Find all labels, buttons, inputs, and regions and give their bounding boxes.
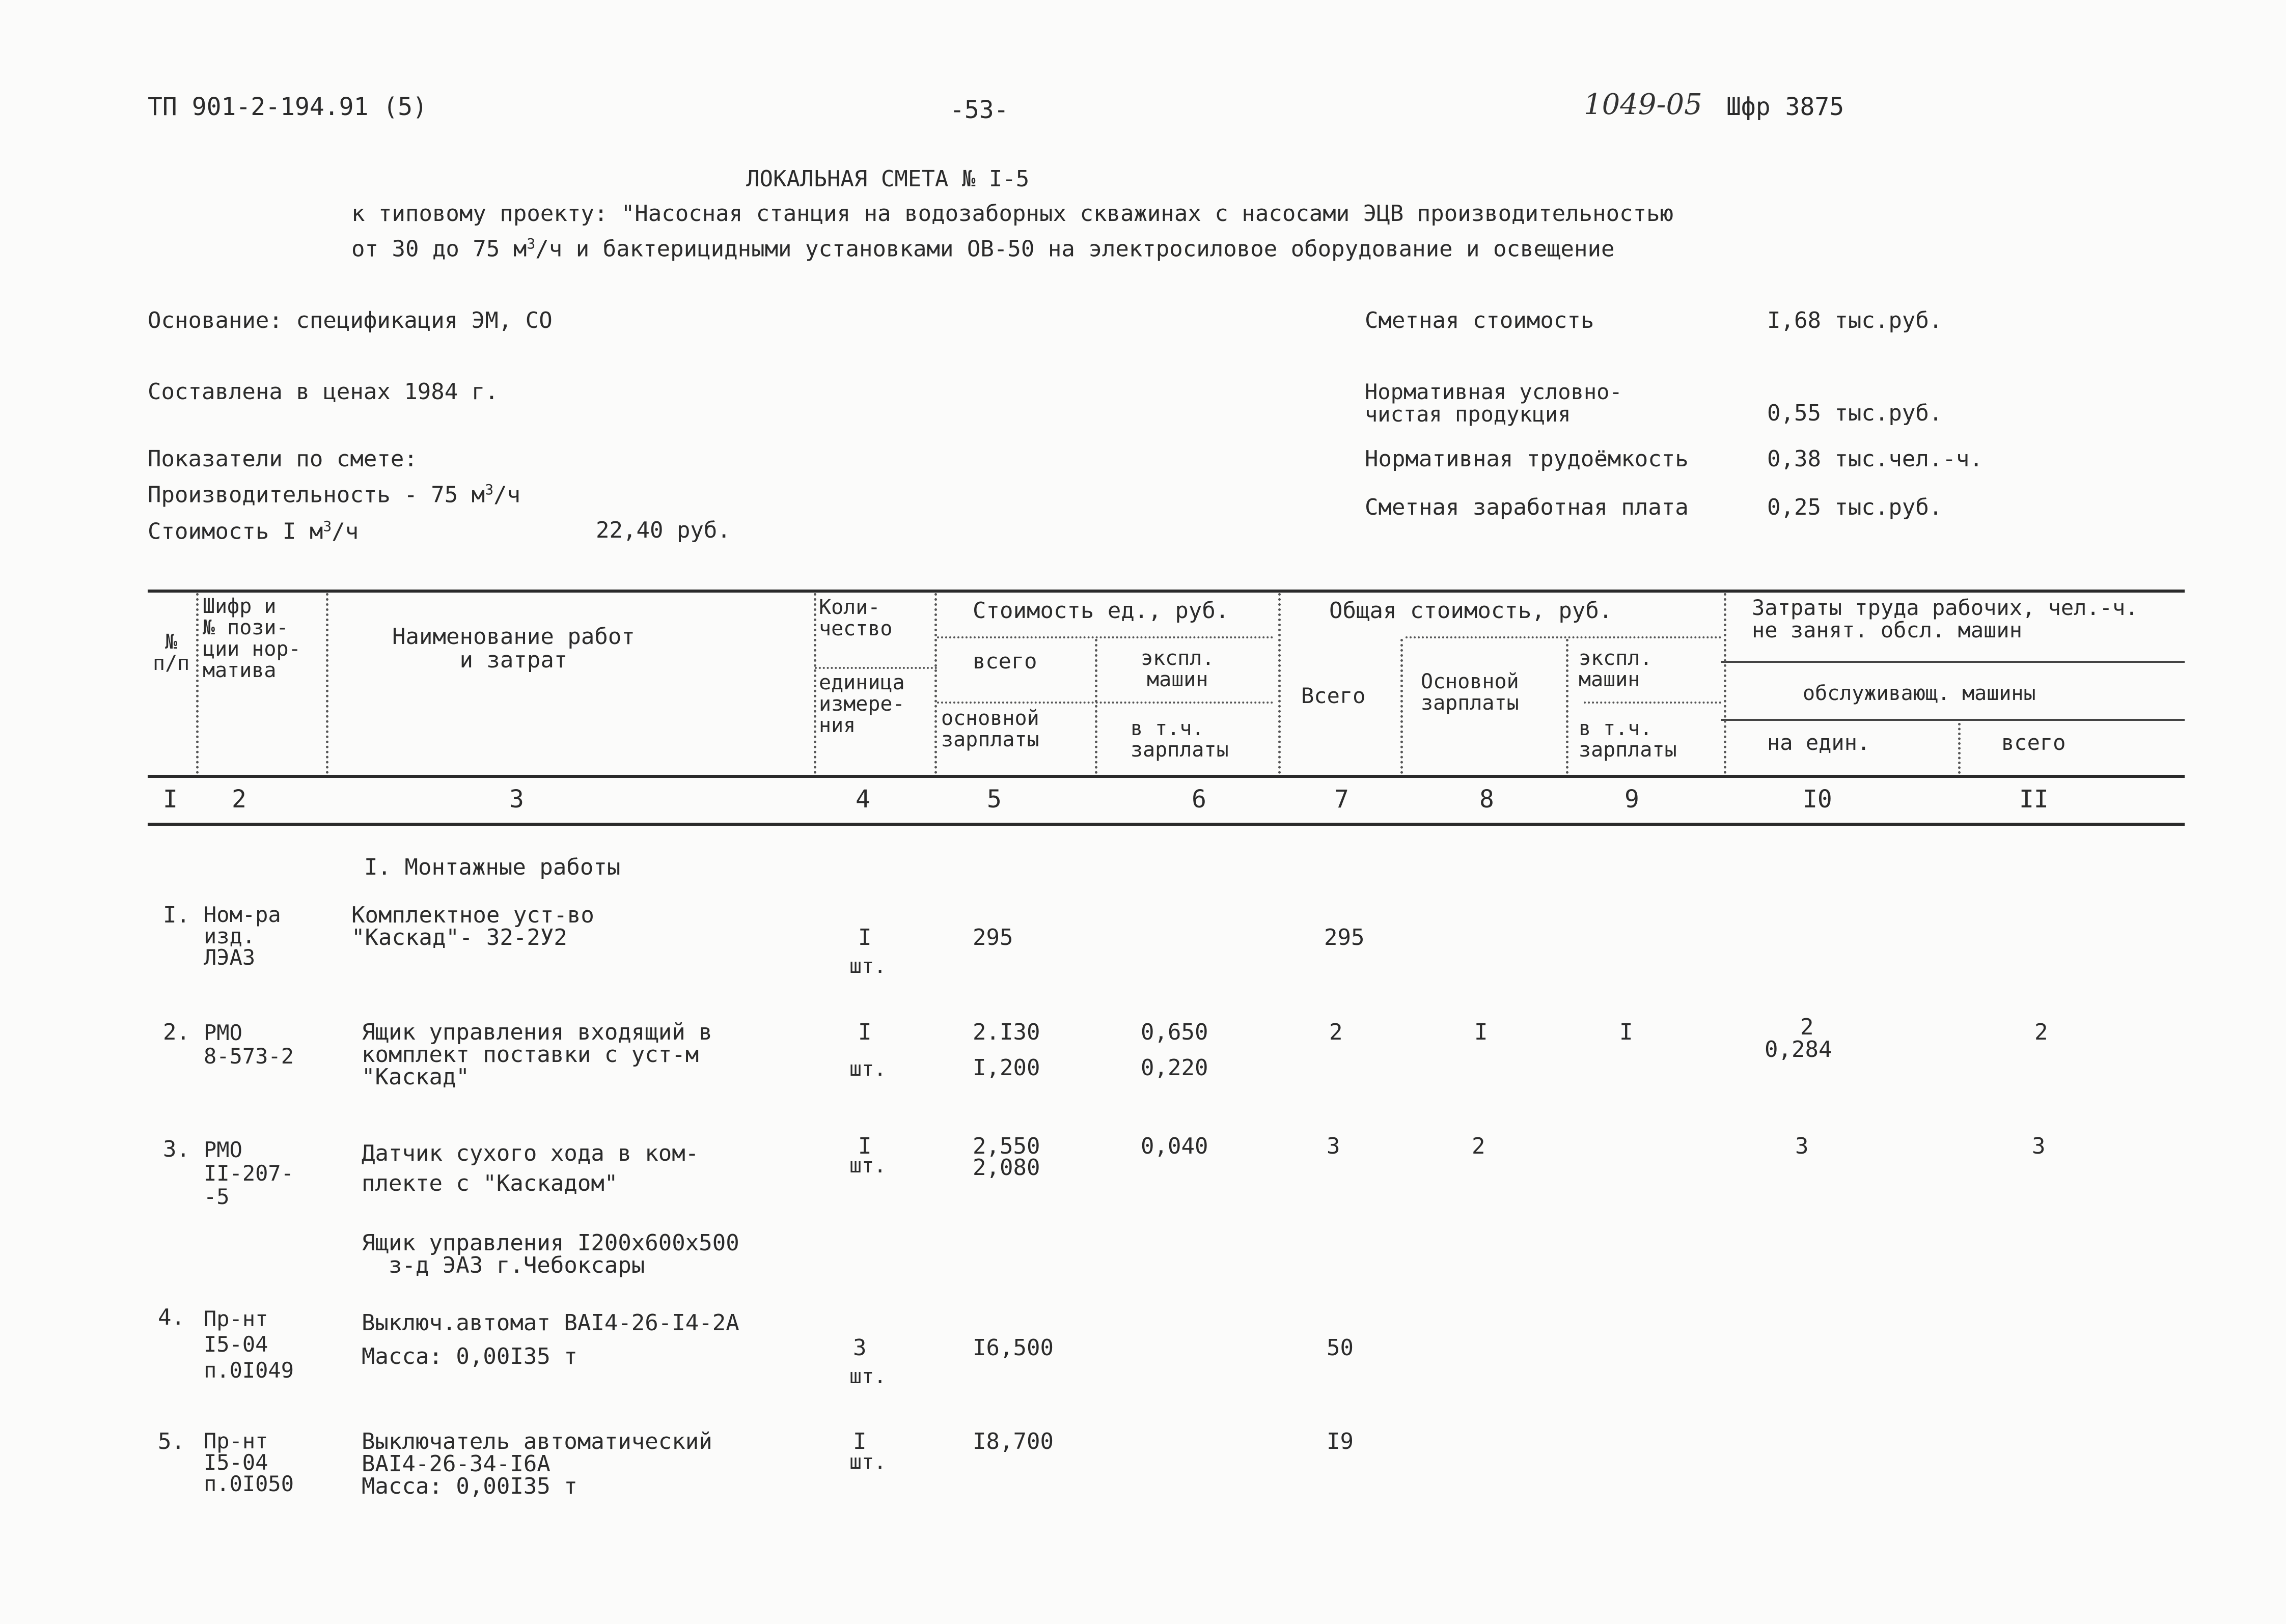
column-number: 2: [232, 785, 246, 814]
column-number: 8: [1479, 785, 1494, 814]
row-unit-machines: 0,650: [1141, 1019, 1208, 1045]
row-unit-base-wage: I,200: [973, 1055, 1040, 1081]
header-total-machines: экспл. машин: [1579, 647, 1652, 691]
row-labor-per-unit: 3: [1795, 1133, 1809, 1159]
column-divider: [196, 593, 199, 774]
row-work-name: Выключатель автоматический ВАI4-26-34-I6А Масса: 0,00I35 т: [362, 1429, 712, 1499]
header-labor-sub: обслуживающ. машины: [1803, 682, 2036, 705]
row-work-name: Комплектное уст-во "Каскад"- 32-2У2: [351, 902, 594, 950]
header-norm-code: Шифр и № пози- ции нор- матива: [203, 595, 301, 682]
info-value: 0,25 тыс.руб.: [1767, 494, 1943, 520]
row-quantity: I: [858, 925, 872, 950]
row-labor-per-unit: 2: [1800, 1014, 1814, 1040]
row-number: 4.: [158, 1304, 185, 1330]
row-total-base-wage: I: [1474, 1019, 1488, 1045]
row-total-cost: 50: [1327, 1335, 1354, 1361]
header-total-base-wage: Основной зарплаты: [1421, 670, 1519, 715]
header-labor-total: всего: [2001, 730, 2066, 755]
column-divider: [326, 593, 328, 774]
header-work-name: Наименование работ и затрат: [392, 624, 635, 674]
row-labor-total: 2: [2034, 1019, 2048, 1045]
header-separator: [1584, 702, 1721, 704]
title-project-line: к типовому проекту: "Насосная станция на водозаборных скважинах с насосами ЭЦВ производительностью: [351, 201, 1674, 227]
row-unit-cost: 2.I30: [973, 1019, 1040, 1045]
column-number: 9: [1624, 785, 1639, 814]
row-number: 3.: [163, 1136, 190, 1162]
column-divider: [1724, 593, 1726, 774]
estimate-basis: Основание: спецификация ЭМ, СО: [148, 307, 553, 333]
column-number: 4: [856, 785, 870, 814]
info-label: Сметная заработная плата: [1365, 494, 1689, 520]
row-norm-code: Пр-нт I5-04 п.0I050: [204, 1429, 294, 1496]
row-total-cost: 295: [1324, 925, 1365, 950]
column-divider: [1095, 639, 1097, 774]
header-separator: [815, 667, 937, 669]
row-norm-code: Ном-ра изд. ЛЭАЗ: [204, 902, 281, 970]
row-quantity: I: [853, 1429, 867, 1454]
column-number: I0: [1803, 785, 1832, 814]
document-code: ТП 901-2-194.91 (5): [148, 93, 428, 121]
row-unit: шт.: [849, 1057, 887, 1081]
row-work-name: Ящик управления входящий в комплект поставки с уст-м "Каскад": [362, 1019, 712, 1090]
handwritten-reference: 1049-05: [1584, 88, 1702, 121]
unit-cost: Стоимость I $м^3/ч$: [148, 518, 359, 545]
header-separator: [937, 636, 1273, 638]
row-unit: шт.: [849, 1450, 887, 1474]
table-numbers-rule: [148, 823, 2185, 826]
row-unit-cost: 295: [973, 925, 1013, 950]
row-total-machines: I: [1619, 1019, 1633, 1045]
header-labor-group: Затраты труда рабочих, чел.-ч. не занят. обсл. машин: [1752, 595, 2138, 643]
row-unit-cost: I6,500: [973, 1335, 1054, 1361]
column-number: 3: [509, 785, 524, 814]
row-unit-base-wage: 2,080: [973, 1155, 1040, 1181]
header-unit-machines: экспл. машин: [1141, 647, 1215, 691]
row-norm-code: РМО 8-573-2: [204, 1020, 294, 1069]
page-number: -53-: [950, 96, 1009, 124]
row-total-cost: 2: [1329, 1019, 1343, 1045]
header-separator: [937, 702, 1273, 704]
column-divider: [1400, 639, 1403, 774]
row-work-name: Выключ.автомат ВАI4-26-I4-2А Масса: 0,00I35 т: [362, 1310, 739, 1369]
column-divider: [1566, 639, 1568, 774]
column-number: I: [163, 785, 178, 814]
row-unit: шт.: [849, 1365, 887, 1388]
title-scope-line: от 30 до 75 $м^3/ч$ и бактерицидными установками ОВ-50 на электросиловое оборудование и освещение: [351, 235, 1615, 262]
table-header-rule: [148, 775, 2185, 778]
row-unit-cost: I8,700: [973, 1429, 1054, 1454]
header-separator: [1406, 636, 1721, 638]
header-total-cost-group: Общая стоимость, руб.: [1329, 598, 1613, 624]
header-unit: единица измере- ния: [819, 671, 905, 737]
column-number: 6: [1192, 785, 1206, 814]
row-labor-machine: 0,284: [1765, 1037, 1832, 1062]
header-total-all: Всего: [1301, 683, 1366, 708]
column-number: II: [2019, 785, 2049, 814]
header-labor-per-unit: на един.: [1767, 730, 1870, 755]
column-divider: [1278, 593, 1281, 774]
row-number: I.: [163, 902, 190, 928]
price-base: Составлена в ценах 1984 г.: [148, 379, 499, 405]
column-divider: [934, 593, 937, 774]
header-separator: [1721, 661, 2185, 663]
unit-cost-value: 22,40 руб.: [596, 517, 731, 543]
row-unit-cost: 2,550: [973, 1133, 1040, 1159]
row-unit: шт.: [849, 955, 887, 978]
row-unit-machine-wage: 0,220: [1141, 1055, 1208, 1081]
column-number: 5: [987, 785, 1002, 814]
column-divider: [1958, 723, 1961, 774]
estimate-title: ЛОКАЛЬНАЯ СМЕТА № I-5: [746, 166, 1030, 192]
row-total-cost: I9: [1327, 1429, 1354, 1454]
header-unit-total: всего: [973, 649, 1037, 674]
column-divider: [814, 593, 816, 774]
row-quantity: I: [858, 1019, 872, 1045]
row-labor-total: 3: [2032, 1133, 2046, 1159]
row-norm-code: РМО II-207- -5: [204, 1137, 294, 1210]
row-unit: шт.: [849, 1154, 887, 1178]
table-top-rule: [148, 590, 2185, 593]
row-number: 5.: [158, 1429, 185, 1454]
indicators-heading: Показатели по смете:: [148, 446, 418, 472]
header-separator: [1721, 719, 2185, 721]
header-row-number: № п/п: [153, 630, 190, 675]
info-value: 0,55 тыс.руб.: [1767, 400, 1943, 426]
header-unit-base-wage: основной зарплаты: [941, 707, 1039, 751]
row-total-cost: 3: [1327, 1133, 1340, 1159]
info-label: Сметная стоимость: [1365, 307, 1594, 333]
header-unit-incl-wage: в т.ч. зарплаты: [1131, 717, 1229, 762]
cipher: Шфр 3875: [1726, 93, 1844, 121]
row-quantity: I: [858, 1133, 872, 1159]
info-value: 0,38 тыс.чел.-ч.: [1767, 446, 1983, 472]
info-value: I,68 тыс.руб.: [1767, 307, 1943, 333]
row-work-note: Ящик управления I200х600х500 з-д ЭАЗ г.Чебоксары: [362, 1230, 739, 1278]
info-label: Нормативная трудоёмкость: [1365, 446, 1689, 472]
row-number: 2.: [163, 1019, 190, 1045]
header-unit-cost-group: Стоимость ед., руб.: [973, 598, 1229, 624]
header-total-incl-wage: в т.ч. зарплаты: [1579, 717, 1677, 762]
column-number: 7: [1334, 785, 1349, 814]
row-work-name: Датчик сухого хода в ком- плекте с "Каскадом": [362, 1140, 699, 1197]
section-heading: I. Монтажные работы: [364, 854, 621, 880]
row-unit-machines: 0,040: [1141, 1133, 1208, 1159]
row-norm-code: Пр-нт I5-04 п.0I049: [204, 1306, 294, 1383]
header-quantity: Коли- чество: [819, 596, 893, 640]
row-total-base-wage: 2: [1472, 1133, 1485, 1159]
row-quantity: 3: [853, 1335, 867, 1361]
info-label: Нормативная условно- чистая продукция: [1365, 379, 1622, 427]
capacity: Производительность - 75 $м^3/ч$: [148, 481, 521, 508]
